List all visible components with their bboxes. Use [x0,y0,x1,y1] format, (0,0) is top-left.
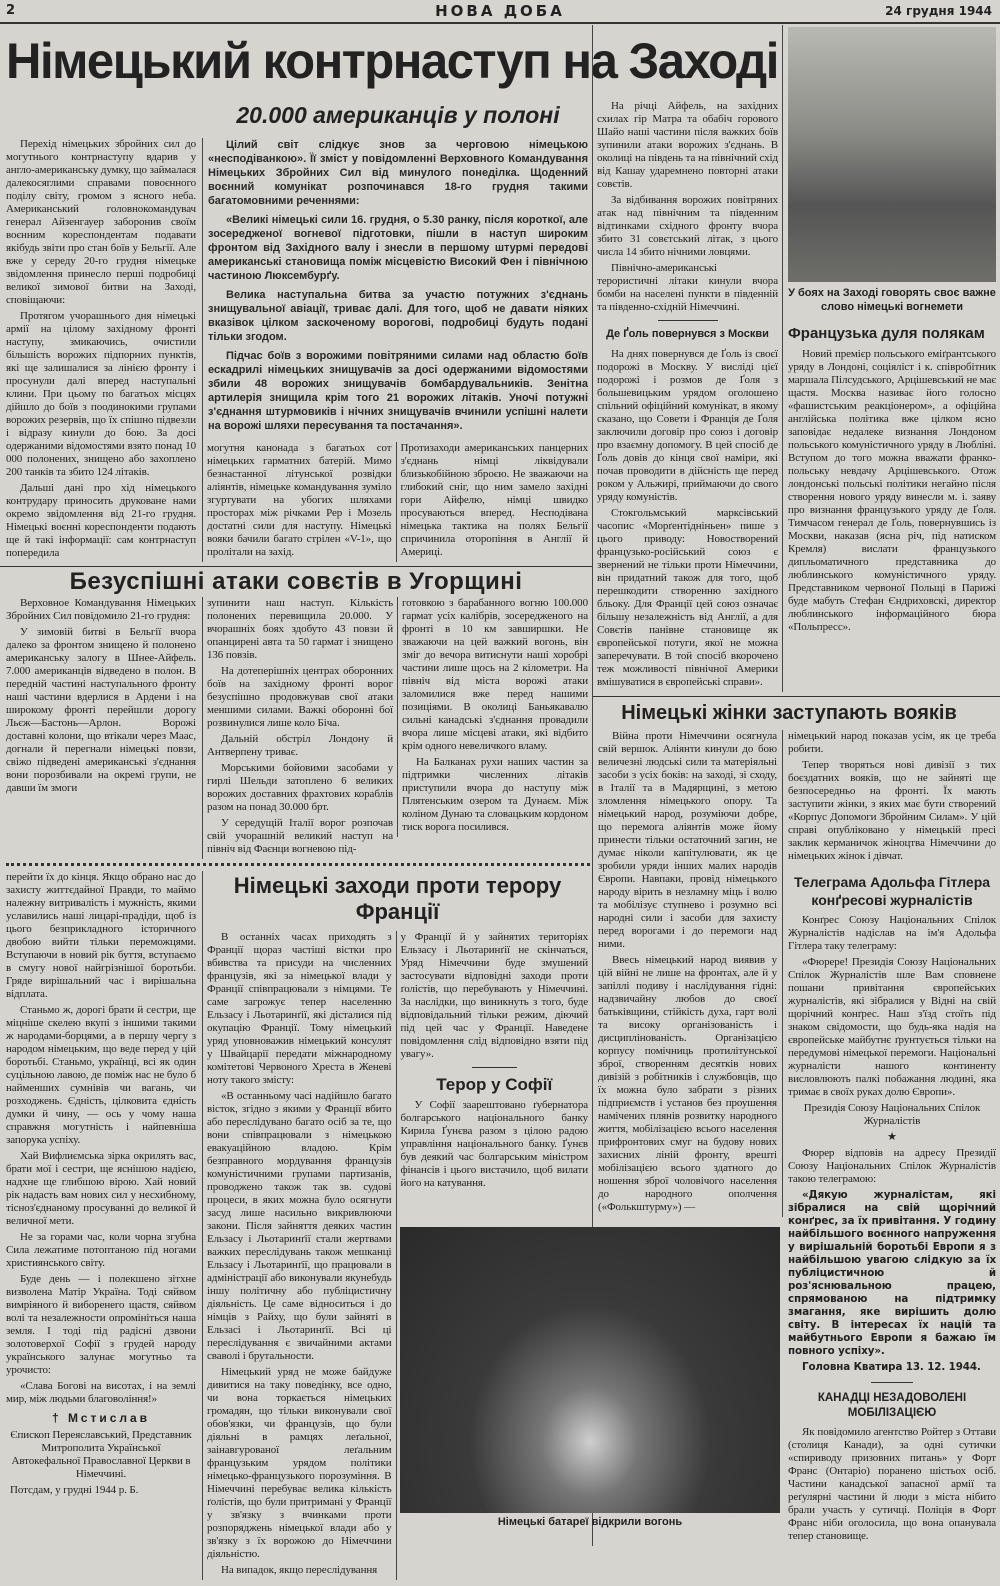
paragraph: Перехід німецьких збройних сил до могутнього контрнаступу вдарив у англо-американську думку, що займалася далекосяглими справами повоєнного поділу світу, громом з ясного неба. Американський головнокомандувач генерал Айзенгауер заборонив своїм воєнним кореспондентам подавати якібудь звіти про стан боїв у Бельгії. Але вже у середу 20-го грудня німецьке звідомлення принесло перші подробиці великої зимової битви на Заході, сповіщаючи: [6,138,196,306]
intro-column [0,138,202,563]
separator [472,1067,517,1068]
poles-headline: Французька дуля полякам [788,325,985,342]
paragraph: На випадок, якщо переслідування [221,1564,378,1576]
telegram-headline: Телеграма Адольфа Гітлера конґресові журналістів [793,874,991,908]
paragraph: могутня канонада з багатьох сот німецьких гарматних батерій. Мимо безнастанної літунської розвідки аліянтів, німецьке командування зуміло згуртувати на убогих шляхами просторах між річками Рер і Мозель достатні сили для наступу. Німецькі вояки бачили багато стрілен «V-1», що пролітали на захід. [207,442,392,558]
newspaper-title: НОВА ДОБА [435,2,565,20]
telegram-article [788,914,996,1374]
artillery-fire-photo [400,1227,780,1513]
paragraph: Станьмо ж, дорогі брати й сестри, ще міцніше скелею вкупі з іншими такими ж народами-борцями, а в першу чергу з народом німецьким, що веде перед у цій боротьбі. Станьмо, українці, всі як один суцільною лавою, де поміж нас не було б найменших сумнівів чи вагань, чи розходжень. Єдність, цілковита єдність думки й чину, — ось у чому наша справжня могутність і найпевніша запорука успіху. [6,1004,196,1146]
france-terror-column-2 [401,931,589,1061]
women-column-2-stack [783,730,1000,1546]
paragraph: На днях повернувся де Ґоль із своєї подорожі в Москву. У висліді цієї подорожі і розмов де Ґоля з большевицьким урядом оголошено спільний офіційний комунікат, в якому сказано, що Совети і Франція де Ґоля заключили договір про союз і договір про взаємну допомогу. В цей спосіб де Ґоль довів до кінця свої наміри, які почав проводити в дійсність ще перед роком у Альжирі, приймаючи до свого уряду комуністів. [597,348,778,503]
signature: † Мстислав [51,1411,151,1425]
poles-article [788,348,996,634]
paragraph: Протягом учорашнього дня німецькі армії на цілому західному фронті наступу, змикаючись, очистили більшість ворожих підпорних пунктів, які ще залишалися за лінією фронту і просунули далі вперед наступальні клини. При цьому по багатьох місцях дійшло до боїв з поодинокими групами ворожих резервів, що їх спішно підвезли і відразу кинули до бою. За досі одержаними відомостями взято понад 10 000 полонених, знищено або захоплено 200 танків та збито 124 літаків. [6,310,196,478]
issue-date: 24 грудня 1944 [885,4,992,18]
east-front-report [597,100,778,314]
page-number: 2 [6,3,16,18]
paragraph: у Франції й у зайнятих територіях Ельзасу і Льотаринґії не скінчаться, Уряд Німеччини буде змушений застосувати відповідні заходи проти ґолістів, що перебувають у Німеччині. За наслідки, що виникнуть з того, буде відповідальний тільки режим, діючий під цей час у Франції. Наведене повідомлення слід відповідно взяти під увагу». [400,931,588,1060]
paragraph: «Фюрере! Президія Союзу Національних Спілок Журналістів шле Вам сповнене пошани привітання європейських журналістів, які зібралися у Відні на свій щорічний конґрес. Наш з'їзд стоїть під знаком свідомости, що будь-яка надія на європейське майбутнє ґрунтується тільки на передумові німецької перемоги. Національні журналісти нашого континенту висловлюють палкі побажання людині, яка тримає в своїх руках долю Європи». [788,956,996,1098]
paragraph: Війна проти Німеччини осягнула свій вершок. Аліянти кинули до бою величезні людські сили та матеріяльні засоби з усіх боків: на заході, зі сходу, в Італії та в Мадярщині, з метою зломлення німецького опору. Та німецький народ, розуміючи добре, що перемога аліянтів може йому принести тільки остаточний загин, не думає ніколи капітулювати, як це зробили уряди інших малих народів Європи. Навпаки, провід німецького народу вірить в незламну міць і волю та мобілізує ступнево і розумно всі народні сили і засоби для захисту перед ворогами і до перемоги над ними. [598,730,777,950]
reply-signature: Головна Кватира 13. 12. 1944. [802,1361,981,1373]
christmas-letter [0,871,202,1500]
women-column-1 [593,730,783,1217]
paragraph: «В останньому часі надійшло багато вісток, згідно з якими у Франції вбито або переслідувано багато осіб за те, що вони співпрацювали з німецькою евакуаційною владою. Крім безправного мордування французів комуністичними групами партизанів, проводжено також так зв. судові процеси, в яких можна було осягнути засуд лише насильно викривлюючи закони. Після зайняття деяких частин Ельзасу і Льотаринґії стали жертвами важких переслідувань також мешканці Ельзасу і Льотаринґії, що працювали в адміністрації або виконували якунебудь іншу політичну або публіцистичну діяльність. Це саме відноситься і до німців з Райху, що були зайняті в Ельзасі і Льотаринґії. Всі ці переслідування є звичайними актами сваволі і брутальности. [207,1090,392,1362]
paragraph: Стокгольмський марксівський часопис «Морґентідніньен» пише з цього приводу: Новостворений французько-російський союз є звернений не тільки проти Німеччини, він придатний також для того, щоб перешкодити створенню західного бльоку. Для Франції цей союз означає більшу незалежність від Англії, а для Совєтів панівне становище як європейської потуги, якої не можна заперечувати. В той спосіб вкорочено теж можливості північної Америки вмішуватися в європейські справи». [597,507,778,688]
paragraph: Північно-американські терористичні літаки кинули вчора бомби на населені пункти в південній та південно-східній Німеччині. [597,262,778,313]
paragraph: Тепер творяться нові дивізії з тих боєздатних вояків, що не зайняті ще безпосередньо на фронті. Їх мають заступити жінки, з яких має бути створений «Корпус Допомоги Збройним Силам». У цій справі опубліковано у німецькій пресі заклик керманичок жіноцтва Німеччини до німецьких жінок і дівчат. [788,759,996,862]
separator [871,1382,913,1383]
de-gaulle-headline: Де Ґоль повернувся з Москви [606,328,769,340]
paragraph: Цілий світ слідкує знов за черговою німецькою «несподіванкою». Її зміст у повідомленні Верховного Командування Німецьких Збройних Сил від минулого понеділка. Щоденний воєнний комунікат розпочинався 18-го грудня такими багатомовними реченнями: [208,139,588,207]
separator [658,320,718,321]
continuation-column-a [203,442,397,562]
rocket-launcher-photo [788,27,996,282]
paragraph: «Слава Богові на висотах, і на землі мир, між людьми благовоління!» [6,1380,196,1405]
canada-headline: КАНАДЦІ НЕЗАДОВОЛЕНІ МОБІЛІЗАЦІЄЮ [817,1392,967,1419]
signature-title: Єпископ Переяславський, Представник Митрополита Української Автокефальної Православної Церкви в Німеччині. [10,1429,192,1480]
paragraph: В останніх часах приходять з Франції щораз частіші вістки про вбивства та присуди на численних французів, які за німецької влади у Франції співпрацювали з німцями. Те саме загрожує тепер населенню Ельзасу і Льотаринґії, які дісталися під окупацію Франції. Тому німецький уряд уповноважив німецький консулят у Швайцарії передати міжнародному комітетові Червоного Хреста в Женеві ноту такого змісту: [207,931,392,1086]
paragraph: Конґрес Союзу Національних Спілок Журналістів надіслав на ім'я Адольфа Гітлера таку телеграму: [788,914,996,952]
paragraph: Морськими бойовими засобами у гирлі Шельди затоплено 6 великих ворожих доставних фрахтових кораблів разом на понад 30.000 брт. [207,762,393,813]
paragraph: Дальній обстріл Лондону й Антверпену триває. [207,733,393,758]
dotted-separator [6,863,590,866]
photo-column [783,25,1000,637]
paragraph: готовкою з барабанного вогню 100.000 гармат усіх калібрів, зосередженого на фронті в 10 км завширшки. Не зважаючи на цей важкий вогонь, він зміг до вечора витиснути наші хоробрі частини лише щось на 2 кілометри. На північ від міста ворожі атаки заломилися вже перед нашими позиціями. В околиці Баньякавалю сильні канадські з'єднання провадили вчора лише місцеві атаки, які відбито крім одного невеличкого вламу. [402,597,588,752]
continuation-column-b [397,442,593,562]
sofia-headline: Терор у Софії [436,1075,553,1094]
sofia-article [401,1099,589,1190]
paragraph: Підчас боїв з ворожими повітряними силами над областю боїв ескадрилі німецьких знищувачів за досі одержаними відомостями збили 48 ворожих знищувачів бомбардувальників. Зенітна артилерія знищила крім того 21 ворожих літаків. Уночі потужні з'єднання штурмовиків і нічних знищувачів вчинили успішні налети на ворожі шляхи пересування та постачання». [208,350,588,432]
main-subheadline: 20.000 американців у полоні [236,102,560,128]
canada-article [788,1426,996,1543]
place-date: Потсдам, у грудні 1944 р. Б. [10,1484,139,1496]
paragraph: Хай Вифлиємська зірка окрилять вас, брати мої і сестри, ще яснішою надією, надхне ще глибшою вірою. Хай новий рік надасть вам нових сил у несхибному, тісноз'єднаному просуванні до великої й величної мети. [6,1150,196,1227]
hungary-headline: Безуспішні атаки совєтів в Угорщині [69,568,523,595]
paragraph: «Великі німецькі сили 16. грудня, о 5.30 ранку, після короткої, але зосередженої вогневої підготовки, пішли в наступ широким фронтом від Західного валу і знесли в першому штурмі передові американські становища поміж місцевістю Високий Фен і північною частиною Люксембурґу. [208,214,588,282]
hungary-column-2 [202,597,397,859]
top-photo-caption: У боях на Заході говорять своє важне слово німецькі вогнемети [788,287,996,313]
paragraph: За відбивання ворожих повітряних атак над північним та південним відтинками східного фронту вчора збито 31 совєтський літак, з цього числа 14 збито нічними ловцями. [597,194,778,258]
paragraph: Протизаходи американських панцерних з'єднань німці ліквідували близькобійною зброєю. Не зважаючи на глибокий сніг, що ним замело західні гори Айфелю, німці швидко просуваються вперед. Несподівана німецька тактика на полях Бельгії спричинила оторопіння в Англії й Америці. [400,442,588,558]
bottom-photo-caption: Німецькі батареї відкрили вогонь [497,1516,683,1528]
paragraph: У зимовій битві в Бельгії вчора далеко за фронтом знищено й полонено американську залогу в Шнее-Айфель. 7.000 американців відведено в полон. В передній частині наступального фронту наші частини вдерлися в Ардени і на широкому фронті перейшли дорогу Льєж—Бастонь—Арлон. Ворожі доставні колони, що втікали через Маас, догнали й перегнали німецькі повзи, свіжо підведені американські з'єднання вони порозбивали на окремі групи, не давши їм змоги [6,626,196,794]
hitler-reply: «Дякую журналістам, які зібралися на свій щорічний конґрес, за їх привітання. У годину найбільшого воєнного напруження у вирішальній боротьбі Европи я з найбільшою увагою слідкую за їх публіцистичною й роз'яснювальною працею, спрямованою на підтримку змагання, яке вирішить долю світу. В інтересах їх націй та майбутнього Европи я бажаю їм повного успіху». [788,1189,996,1357]
de-gaulle-article [597,348,778,689]
paragraph: Німецький уряд не може байдуже дивитися на таку поведінку, все одно, чи вона торкається німецьких громадян, що тільки виконували свої обов'язки, чи французів, що були діяльні в рамцях леґальної, заінавгурованої леґальним французьким урядом політики німецько-французького порозуміння. В Німеччині перебуває велика кількість ґолістів, що були притримані у Франції у зв'язку з вчинками проти розпоряджень німецької влади або у зв'язку з їх ворожою до Німеччини діяльністю. [207,1366,392,1560]
paragraph: перейти їх до кінця. Якщо обрано нас до захисту життєдайної Правди, то маймо належну витривалість і мужність, якими уславились наші лицарі-прадіди, щоб із цього безприкладного історичного двобою вийти тільки переможцями. Вступаючи в новий рік буття, вступаємо в смугу нової найгрізнішої боротьби. Гряде вирішальний час і вирішальна відплата. [6,871,196,1000]
paragraph: Як повідомило агентство Ройтер з Оттави (столиця Канади), за одні сутички «спириводу призовних питань» у Форт Франс (Онтаріо) поранено шістьох осіб. Частини канадської запасної армії та реґулярні частини й люди з міста нібито брали участь у сутичці. Поліція в Форт Франс ніби оголосила, що вона опанувала тепер становище. [788,1426,996,1542]
masthead-rule [0,22,1000,24]
paragraph: Ввесь німецький народ виявив у цій війні не лише на фронтах, але й у запіллі подиву і наслідування гідні: надзвичайну любов до своєї батьківщини, стійкість духа, гарт волі та високу організованість і дисциплінованість. Організацією корпусу помічниць протилітунської зброї, створенням десятків нових дивізій з робітників і службовців, що їх можна було забрати з різних підприємств і установ без проушення намічених плянів розвитку народного життя, мобілізацією всього населення прифронтових смуг на будову нових захисних ліній фронту, врешті мобілізацією всього здатного до ношення зброї чоловічого населення до народного ополчення («Фолькштурму») — [598,954,777,1213]
main-headline: Німецький контрнаступ на Заході [6,33,778,89]
separator [593,696,1000,697]
paragraph: Буде день — і полекшено зітхне визволена Матір Україна. Тоді сяйвом вимріяного й виборенего щастя, сяйвом волі та незалежности опромініться наша земля. І тоді під радісні дзвони золотоверхої Софії з грудей народу українського залунає могутньо та урочисто: [6,1273,196,1376]
hungary-column-3 [397,597,592,837]
east-front-column [593,25,783,692]
paragraph: На Балканах рухи наших частин за підтримки численних літаків приступили вчора до наступу між Плятенським озером та Дунаєм. Між коліном Дунаю та словацьким кордоном тиск ворога посилився. [402,756,588,833]
paragraph: У Софії заарештовано ґубернатора болгарського національного банку Кирила Ґунєва разом з цілою радою управління національного банку. Ґунєв був деякий час болгарським міністром фінансів і цього вистачило, щоб вилати його на катування. [400,1099,588,1189]
women-headline: Німецькі жінки заступають вояків [621,702,957,724]
star-icon: ★ [887,1131,897,1143]
main-right-block [202,138,592,562]
paragraph: Велика наступальна битва за участю потужних з'єднань знищувальної авіації, триває далі. Для того, щоб не давати ніяких вказівок цілком заскоченому ворогові, подробиці будуть подані тільки згодом. [208,289,588,343]
france-terror-column-1 [203,931,397,1580]
bottom-photo-block [400,1227,780,1529]
paragraph: німецький народ показав усім, як це треба робити. [788,730,996,755]
hungary-column-1 [0,597,202,798]
women-column-2 [788,730,996,863]
paragraph: У середущій Італії ворог розпочав свій учорашній великий наступ на північ від Фаєнци вогневою під- [207,817,393,855]
france-terror-headline: Німецькі заходи проти терору Франції [233,873,562,924]
paragraph: Дальші дані про хід німецького контрудару приносить друковане нами окремо звідомлення від 21-го грудня. Німецькі воєнні кореспонденти подають ще й такі інформації: сам контрнаступ попередила [6,482,196,559]
paragraph: На річці Айфель, на західних схилах гір Матра та обабіч горового Шайо наші частини після важких боїв зупинили атаки ворожих з'єднань. В околиці на південь та на північний схід від Кашау ударемнено повторні атаки совєтів. [597,100,778,190]
paragraph: На дотеперішніх центрах оборонних боїв на західному фронті ворог безуспішно продовжував свої атаки меншими силами. Важкі оборонні бої розвинулися лише коло Біча. [207,665,393,729]
paragraph: Новий премієр польського еміґрантського уряду в Лондоні, соціяліст і к. співробітник маршала Пілсудського, Арцішевський не має щастя. Москва називає його голосно «фашистським реакціонером», а офіційна англійська політика вже цілком ясно заповідає недалеке визнання Лондоном польського комуністичного уряду в Любліні. Вступом до того можна вважати франко-польську невдачу Арцішевського. Отож лондонські польські політики негайно після створення нового уряду винесли м. і. заяву про визнання французького уряду де Ґоля. Тимчасом генерал де Ґоль, повернувшись із Москви, наказав (ясна річ, під натиском Кремля) вислати французького дипльоматичного представника до люблинського комуністичного уряду. Представником червоної Польщі в Парижі буде мабуть Стефан Єндриховскі, директор люблинського інформаційного бюра «Польпресс». [788,348,996,633]
paragraph: Не за горами час, коли чорна згубна Сила лежатиме потоптаною під ногами християнського світу. [6,1231,196,1269]
paragraph: зупинити наш наступ. Кількість полонених перевищила 20.000. У вчорашніх боях здобуто 43 повзи й опанцирені авта та 50 гармат і знищено 136 повзів. [207,597,393,661]
communique-box [203,138,592,442]
paragraph: Фюрер відповів на адресу Президії Союзу Національних Спілок Журналістів такою телеграмою: [788,1147,996,1185]
france-terror-column-2-stack [397,931,593,1193]
telegram-signed: Президія Союзу Національних Спілок Журналістів [803,1102,981,1127]
paragraph: Верховное Командування Німецьких Збройних Сил повідомило 21-го грудня: [6,597,196,622]
